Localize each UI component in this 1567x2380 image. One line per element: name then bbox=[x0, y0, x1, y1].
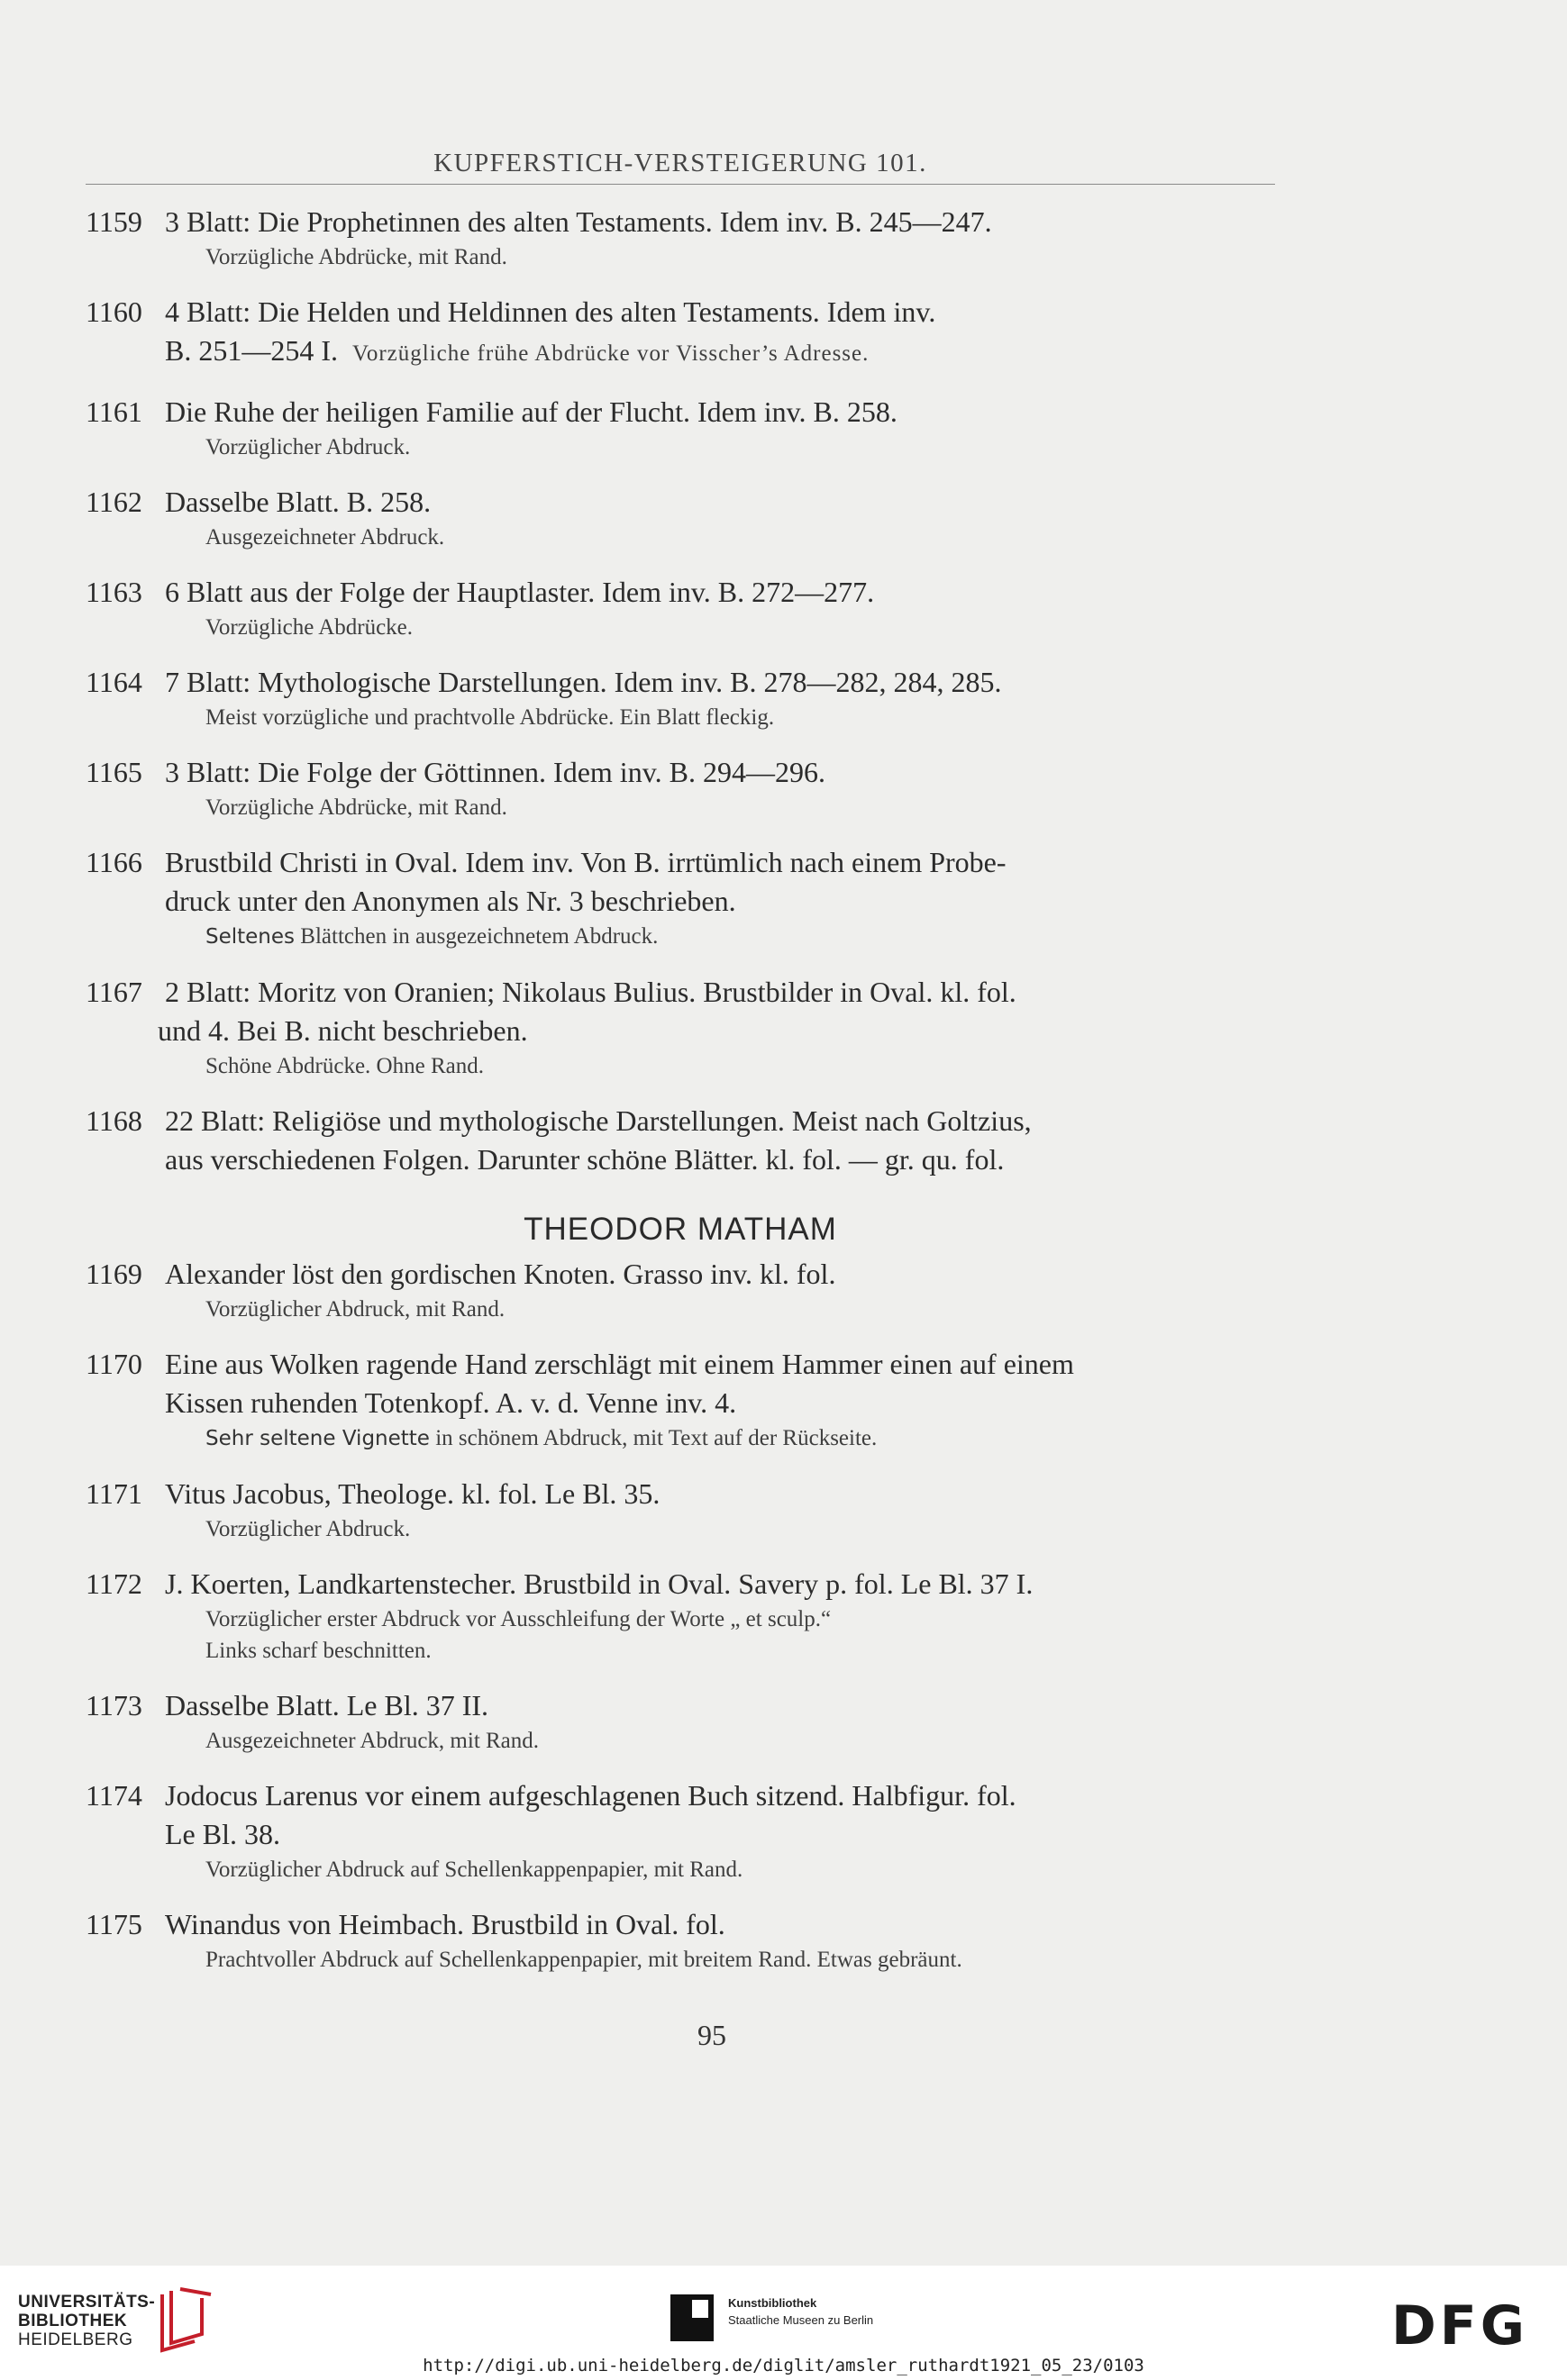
entry-text: J. Koerten, Landkartenstecher. Brustbild in Oval. Savery p. fol. Le Bl. 37 I. bbox=[165, 1567, 1034, 1600]
entry-title-line bbox=[86, 1686, 1275, 1725]
catalog-entry bbox=[86, 843, 1275, 953]
entry-text: Die Ruhe der heiligen Familie auf der Flucht. Idem inv. B. 258. bbox=[165, 395, 897, 428]
entry-continuation-line bbox=[86, 1012, 1275, 1050]
lot-number: 1162 bbox=[86, 486, 142, 518]
kb-line-2: Staatliche Museen zu Berlin bbox=[728, 2313, 874, 2327]
entry-note: Ausgezeichneter Abdruck, mit Rand. bbox=[205, 1729, 540, 1753]
entry-text: 6 Blatt aus der Folge der Hauptlaster. Idem inv. B. 272—277. bbox=[165, 576, 875, 608]
entry-title-line bbox=[86, 973, 1275, 1012]
entry-note: Vorzüglicher Abdruck auf Schellenkappenpapier, mit Rand. bbox=[205, 1858, 743, 1882]
entry-text: aus verschiedenen Folgen. Darunter schöne Blätter. kl. fol. — gr. qu. fol. bbox=[165, 1143, 1005, 1176]
entry-title-line bbox=[86, 1776, 1275, 1815]
catalog-entry bbox=[86, 573, 1275, 643]
entry-note: Vorzügliche Abdrücke, mit Rand. bbox=[205, 795, 507, 820]
lot-number: 1159 bbox=[86, 205, 142, 238]
lot-number: 1172 bbox=[86, 1567, 142, 1600]
source-url[interactable]: http://digi.ub.uni-heidelberg.de/diglit/amsler_ruthardt1921_05_23/0103 bbox=[423, 2356, 1144, 2375]
catalog-entry bbox=[86, 1345, 1275, 1455]
entry-note: Links scharf beschnitten. bbox=[205, 1639, 432, 1663]
catalog-entry bbox=[86, 1776, 1275, 1885]
entry-note: Meist vorzügliche und prachtvolle Abdrücke. Ein Blatt fleckig. bbox=[205, 705, 775, 730]
entry-text: Winandus von Heimbach. Brustbild in Oval. fol. bbox=[165, 1908, 725, 1940]
catalog-entry bbox=[86, 1102, 1275, 1179]
catalog-entry bbox=[86, 1905, 1275, 1976]
lot-number: 1174 bbox=[86, 1779, 142, 1812]
entry-title-line bbox=[86, 1565, 1275, 1603]
entry-list-2 bbox=[86, 1255, 1275, 1976]
entry-title-line bbox=[86, 293, 1275, 332]
entry-text: und 4. Bei B. nicht beschrieben. bbox=[158, 1014, 528, 1047]
entry-continuation-line bbox=[86, 1815, 1275, 1854]
lot-number: 1167 bbox=[86, 976, 142, 1008]
entry-note: Vorzüglicher Abdruck, mit Rand. bbox=[205, 1297, 506, 1322]
ub-line-1: UNIVERSITÄTS- bbox=[18, 2293, 156, 2312]
entry-text: 4 Blatt: Die Helden und Heldinnen des alten Testaments. Idem inv. bbox=[165, 295, 936, 328]
entry-title-line bbox=[86, 483, 1275, 522]
lot-number: 1166 bbox=[86, 846, 142, 878]
catalog-entry bbox=[86, 1686, 1275, 1757]
entry-text: Vitus Jacobus, Theologe. kl. fol. Le Bl. 35. bbox=[165, 1477, 661, 1510]
running-header: KUPFERSTICH-VERSTEIGERUNG 101. bbox=[86, 149, 1275, 185]
digitization-footer bbox=[0, 2266, 1567, 2380]
entry-title-line bbox=[86, 573, 1275, 612]
entry-inline-note: Vorzügliche frühe Abdrücke vor Visscher’s Adresse. bbox=[352, 341, 870, 366]
catalog-entry bbox=[86, 483, 1275, 553]
catalog-entry bbox=[86, 293, 1275, 373]
entry-note: Prachtvoller Abdruck auf Schellenkappenpapier, mit breitem Rand. Etwas gebräunt. bbox=[205, 1948, 962, 1972]
lot-number: 1163 bbox=[86, 576, 142, 608]
entry-text: 7 Blatt: Mythologische Darstellungen. Idem inv. B. 278—282, 284, 285. bbox=[165, 666, 1002, 698]
entry-note: Ausgezeichneter Abdruck. bbox=[205, 525, 445, 550]
lot-number: 1165 bbox=[86, 756, 142, 788]
lot-number: 1164 bbox=[86, 666, 142, 698]
entry-note: Vorzügliche Abdrücke. bbox=[205, 615, 414, 640]
entry-title-line bbox=[86, 1475, 1275, 1513]
entry-continuation-line bbox=[86, 882, 1275, 921]
catalog-page bbox=[86, 135, 1275, 2052]
entry-note: Vorzüglicher Abdruck. bbox=[205, 1517, 411, 1541]
catalog-entry bbox=[86, 663, 1275, 733]
catalog-entry bbox=[86, 203, 1275, 273]
lot-number: 1171 bbox=[86, 1477, 142, 1510]
entry-title-line bbox=[86, 203, 1275, 241]
entry-list-1 bbox=[86, 203, 1275, 1179]
entry-title-line bbox=[86, 1905, 1275, 1944]
lot-number: 1175 bbox=[86, 1908, 142, 1940]
entry-text: Le Bl. 38. bbox=[165, 1818, 280, 1850]
kb-line-1: Kunstbibliothek bbox=[728, 2296, 817, 2310]
entry-note: Seltenes Blättchen in ausgezeichnetem Abdruck. bbox=[205, 924, 659, 949]
note-emphasis: Seltenes bbox=[205, 925, 296, 949]
entry-title-line bbox=[86, 843, 1275, 882]
entry-text: 22 Blatt: Religiöse und mythologische Darstellungen. Meist nach Goltzius, bbox=[165, 1104, 1032, 1137]
entry-text: Brustbild Christi in Oval. Idem inv. Von B. irrtümlich nach einem Probe- bbox=[165, 846, 1007, 878]
entry-continuation-line bbox=[86, 332, 1275, 373]
entry-text: Jodocus Larenus vor einem aufgeschlagenen Buch sitzend. Halbfigur. fol. bbox=[165, 1779, 1016, 1812]
lot-number: 1168 bbox=[86, 1104, 142, 1137]
lot-number: 1170 bbox=[86, 1348, 142, 1380]
entry-title-line bbox=[86, 663, 1275, 702]
kunstbibliothek-emblem-icon bbox=[667, 2293, 717, 2343]
entry-text: Eine aus Wolken ragende Hand zerschlägt mit einem Hammer einen auf einem bbox=[165, 1348, 1074, 1380]
note-emphasis: Sehr seltene Vignette bbox=[205, 1427, 430, 1450]
catalog-entry bbox=[86, 393, 1275, 463]
ub-line-3: HEIDELBERG bbox=[18, 2330, 133, 2349]
catalog-entry bbox=[86, 973, 1275, 1082]
ub-heidelberg-logo bbox=[18, 2293, 155, 2349]
page-number: 95 bbox=[697, 2019, 726, 2051]
catalog-entry bbox=[86, 1255, 1275, 1325]
entry-note: Vorzügliche Abdrücke, mit Rand. bbox=[205, 245, 507, 269]
ub-emblem-icon bbox=[155, 2285, 218, 2357]
entry-text: 3 Blatt: Die Folge der Göttinnen. Idem inv. B. 294—296. bbox=[165, 756, 825, 788]
entry-title-line bbox=[86, 1255, 1275, 1294]
catalog-entry bbox=[86, 1475, 1275, 1545]
entry-note: Vorzüglicher Abdruck. bbox=[205, 435, 411, 459]
entry-text: Dasselbe Blatt. B. 258. bbox=[165, 486, 432, 518]
entry-text: 2 Blatt: Moritz von Oranien; Nikolaus Bulius. Brustbilder in Oval. kl. fol. bbox=[165, 976, 1016, 1008]
entry-text: druck unter den Anonymen als Nr. 3 beschrieben. bbox=[165, 885, 736, 917]
section-heading: THEODOR MATHAM bbox=[524, 1212, 837, 1247]
entry-title-line bbox=[86, 1102, 1275, 1140]
lot-number: 1169 bbox=[86, 1258, 142, 1290]
entry-title-line bbox=[86, 393, 1275, 431]
entry-title-line bbox=[86, 1345, 1275, 1384]
entry-continuation-line bbox=[86, 1384, 1275, 1422]
lot-number: 1160 bbox=[86, 295, 142, 328]
entry-text: B. 251—254 I. bbox=[165, 334, 338, 367]
entry-text: Alexander löst den gordischen Knoten. Grasso inv. kl. fol. bbox=[165, 1258, 836, 1290]
entry-text: 3 Blatt: Die Prophetinnen des alten Testaments. Idem inv. B. 245—247. bbox=[165, 205, 992, 238]
ub-line-2: BIBLIOTHEK bbox=[18, 2312, 128, 2330]
entry-note: Vorzüglicher erster Abdruck vor Ausschleifung der Worte „ et sculp.“ bbox=[205, 1607, 832, 1631]
lot-number: 1161 bbox=[86, 395, 142, 428]
catalog-entry bbox=[86, 753, 1275, 823]
catalog-entry bbox=[86, 1565, 1275, 1667]
entry-title-line bbox=[86, 753, 1275, 792]
entry-text: Dasselbe Blatt. Le Bl. 37 II. bbox=[165, 1689, 489, 1721]
entry-note: Sehr seltene Vignette in schönem Abdruck, mit Text auf der Rückseite. bbox=[205, 1426, 878, 1450]
dfg-logo: DFG bbox=[1391, 2294, 1529, 2357]
entry-note: Schöne Abdrücke. Ohne Rand. bbox=[205, 1054, 484, 1078]
lot-number: 1173 bbox=[86, 1689, 142, 1721]
entry-text: Kissen ruhenden Totenkopf. A. v. d. Venne inv. 4. bbox=[165, 1386, 737, 1419]
entry-continuation-line bbox=[86, 1140, 1275, 1179]
